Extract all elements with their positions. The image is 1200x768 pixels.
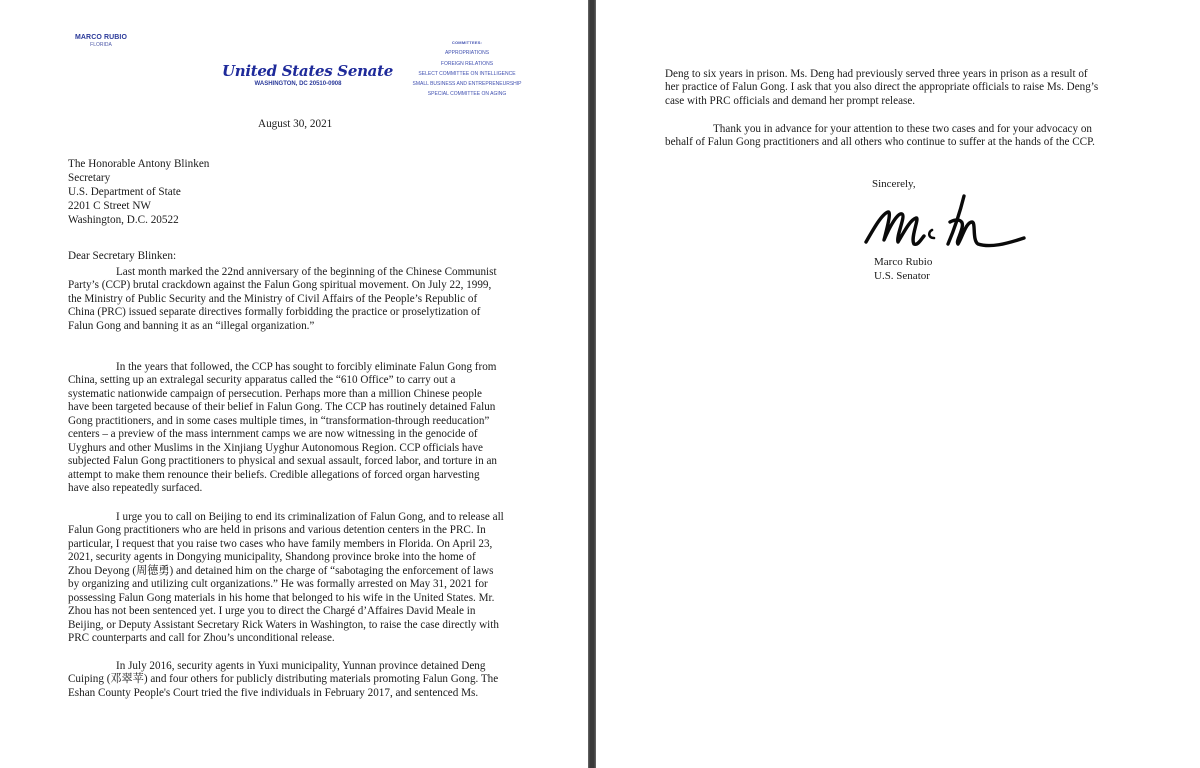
paragraph-line: Beijing, or Deputy Assistant Secretary Rick Waters in Washington, to raise the case directly with [68,618,499,631]
recipient-line: Washington, D.C. 20522 [68,214,179,226]
paragraph-line: Thank you in advance for your attention to these two cases and for your advocacy on [713,123,1092,135]
paragraph-line: case with PRC officials and demand her prompt release. [665,94,916,107]
signer-name: Marco Rubio [874,256,933,268]
paragraph-line: Uyghurs and other Muslims in the Xinjiang Uyghur Autonomous Region. CCP officials have [68,441,483,454]
paragraph-line: 2021, security agents in Dongying municipality, Shandong province broke into the home of [68,551,476,564]
paragraph-line: have been targeted because of their belief in Falun Gong. The CCP has routinely detained Falun [68,401,496,414]
letterhead-title [222,62,393,87]
paragraph-line: Zhou Deyong (周德勇) and detained him on the charge of “sabotaging the enforcement of laws [68,564,494,577]
body-paragraph [665,123,1135,150]
paragraph-line: have also repeatedly surfaced. [68,482,203,495]
recipient-line: The Honorable Antony Blinken [68,158,210,170]
letter-date: August 30, 2021 [258,118,333,130]
signature-stroke [929,230,934,238]
letter-page-2 [596,0,1200,768]
recipient-line: 2201 C Street NW [68,200,151,212]
paragraph-line: behalf of Falun Gong practitioners and all others who continue to suffer at the hands of the CCP. [665,136,1095,149]
committee-item: SPECIAL COMMITTEE ON AGING [427,91,507,98]
committee-item: SMALL BUSINESS AND ENTREPRENEURSHIP [412,81,522,88]
paragraph-line: In the years that followed, the CCP has sought to forcibly eliminate Falun Gong from [116,361,497,373]
senate-wordmark: United States Senate [222,62,393,80]
paragraph-line: her practice of Falun Gong. I ask that you also direct the appropriate officials to raise Ms. Deng’s [665,81,1099,94]
body-paragraph [665,68,1135,108]
paragraph-line: In July 2016, security agents in Yuxi municipality, Yunnan province detained Deng [116,660,486,672]
salutation: Dear Secretary Blinken: [68,250,177,262]
paragraph-line: Party’s (CCP) brutal crackdown against the Falun Gong spiritual movement. On July 22, 1999, [68,279,492,292]
paragraph-line: China, setting up an extralegal security apparatus called the “610 Office” to carry out a [68,374,456,387]
paragraph-line: Zhou has not been sentenced yet. I urge you to direct the Chargé d’Affaires David Meale in [68,605,476,618]
recipient-address [68,157,209,227]
signature-image [860,192,1030,258]
committees-header: COMMITTEES: [451,40,483,45]
letter-page-1 [0,0,588,768]
body-paragraph [68,266,534,333]
signer-title: U.S. Senator [874,269,930,282]
recipient-line: U.S. Department of State [68,186,181,198]
paragraph-line: Falun Gong and banning it as an “illegal organization.” [68,319,315,332]
paragraph-line: the Ministry of Public Security and the Ministry of Civil Affairs of the People’s Republic of [68,292,478,305]
signature-stroke [948,196,1024,246]
body-paragraph [68,361,534,496]
paragraph-line: Last month marked the 22nd anniversary of the beginning of the Chinese Communist [116,266,497,278]
signature-stroke [866,212,924,244]
page-divider [588,0,596,768]
committee-item: APPROPRIATIONS [444,50,490,57]
paragraph-line: attempt to make them renounce their beliefs. Credible allegations of forced organ harvesting [68,468,480,481]
body-paragraph [68,511,534,646]
paragraph-line: Cuiping (邓翠苹) and four others for publicly distributing materials promoting Falun Gong. The [68,673,499,686]
senate-address: WASHINGTON, DC 20510-0908 [254,81,342,87]
paragraph-line: by organizing and utilizing cult organizations.” He was formally arrested on May 31, 2021 for [68,578,488,591]
paragraph-line: subjected Falun Gong practitioners to physical and sexual assault, forced labor, and torture in an [68,455,497,468]
paragraph-line: centers – a preview of the mass internment camps we are now witnessing in the genocide of [68,428,478,441]
paragraph-line: PRC counterparts and call for Zhou’s unconditional release. [68,632,335,645]
committee-item: SELECT COMMITTEE ON INTELLIGENCE [418,70,516,77]
paragraph-line: I urge you to call on Beijing to end its criminalization of Falun Gong, and to release all [116,511,504,523]
paragraph-line: Eshan County People's Court tried the five individuals in February 2017, and sentenced Ms. [68,686,479,699]
committee-item: FOREIGN RELATIONS [440,60,494,67]
committees-list [396,38,538,100]
senator-name: MARCO RUBIO [74,34,128,41]
body-paragraph [68,660,534,700]
paragraph-line: possessing Falun Gong materials in his home that belonged to his wife in the United States. Mr. [68,591,495,604]
paragraph-line: China (PRC) issued separate directives formally forbidding the practice or proselytization of [68,306,481,319]
letterhead-senator [70,34,132,48]
paragraph-line: Gong practitioners, and in some cases multiple times, in “transformation-through reeducation” [68,414,490,427]
paragraph-line: systematic nationwide campaign of persecution. Perhaps more than a million Chinese people [68,387,482,400]
senator-state: FLORIDA [90,42,112,48]
recipient-line: Secretary [68,172,111,184]
paragraph-line: Deng to six years in prison. Ms. Deng had previously served three years in prison as a result of [665,68,1088,80]
signer-block [874,256,932,283]
closing: Sincerely, [872,178,916,190]
paragraph-line: particular, I request that you raise two cases who have family members in Florida. On April 23, [68,537,493,550]
paragraph-line: Falun Gong practitioners who are held in prisons and various detention centers in the PRC. In [68,524,486,537]
